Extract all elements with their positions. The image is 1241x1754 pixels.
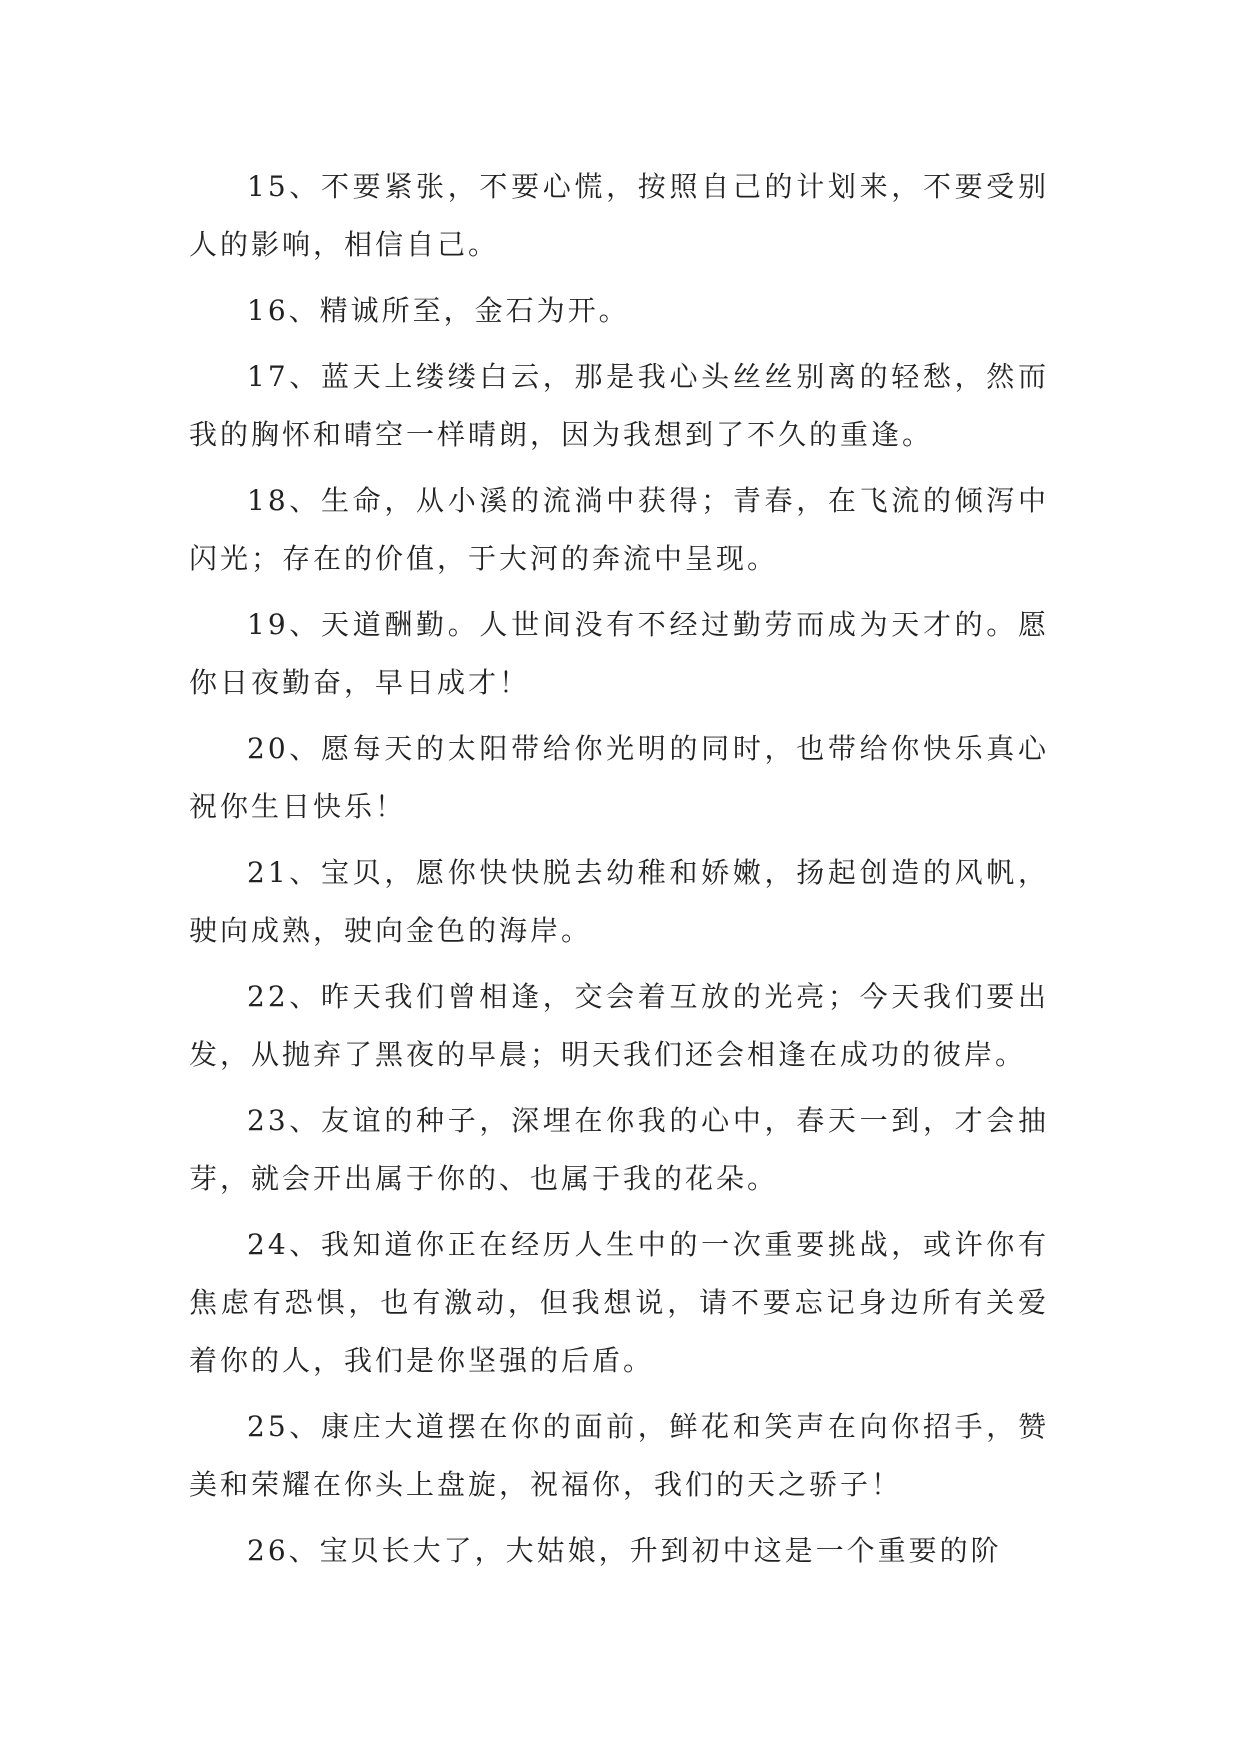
paragraph-15: 15、不要紧张，不要心慌，按照自己的计划来，不要受别人的影响，相信自己。 (189, 170, 1049, 261)
paragraph-19: 19、天道酬勤。人世间没有不经过勤劳而成为天才的。愿你日夜勤奋，早日成才！ (189, 608, 1049, 699)
paragraph-21: 21、宝贝，愿你快快脱去幼稚和娇嫩，扬起创造的风帆，驶向成熟，驶向金色的海岸。 (189, 856, 1049, 947)
paragraph-22: 22、昨天我们曾相逢，交会着互放的光亮；今天我们要出发，从抛弃了黑夜的早晨；明天我们还会相逢在成功的彼岸。 (189, 980, 1049, 1071)
paragraph-17: 17、蓝天上缕缕白云，那是我心头丝丝别离的轻愁，然而我的胸怀和晴空一样晴朗，因为我想到了不久的重逢。 (189, 360, 1049, 451)
paragraph-25: 25、康庄大道摆在你的面前，鲜花和笑声在向你招手，赞美和荣耀在你头上盘旋，祝福你，我们的天之骄子！ (189, 1410, 1049, 1501)
paragraph-23: 23、友谊的种子，深埋在你我的心中，春天一到，才会抽芽，就会开出属于你的、也属于我的花朵。 (189, 1104, 1049, 1195)
paragraph-20: 20、愿每天的太阳带给你光明的同时，也带给你快乐真心祝你生日快乐！ (189, 732, 1049, 823)
document-body (189, 158, 1049, 1588)
paragraph-16: 16、精诚所至，金石为开。 (247, 294, 630, 327)
paragraph-24: 24、我知道你正在经历人生中的一次重要挑战，或许你有焦虑有恐惧，也有激动，但我想说，请不要忘记身边所有关爱着你的人，我们是你坚强的后盾。 (189, 1228, 1049, 1377)
paragraph-18: 18、生命，从小溪的流淌中获得；青春，在飞流的倾泻中闪光；存在的价值，于大河的奔流中呈现。 (189, 484, 1049, 575)
paragraph-26: 26、宝贝长大了，大姑娘，升到初中这是一个重要的阶 (247, 1534, 1002, 1567)
